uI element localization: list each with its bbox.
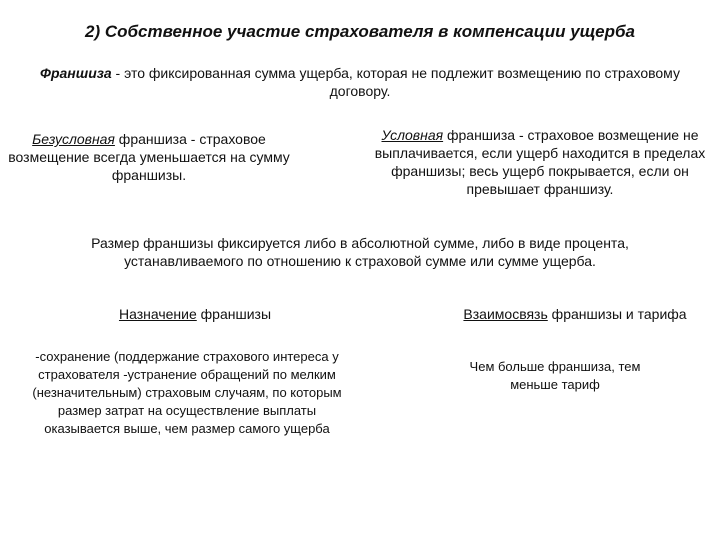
relation-body: Чем больше франшиза, тем меньше тариф [469, 359, 641, 392]
page-title: 2) Собственное участие страхователя в компенсации ущерба [85, 22, 635, 41]
purpose-heading-rest: франшизы [196, 306, 272, 322]
franchise-size-paragraph: Размер франшизы фиксируется либо в абсолютной сумме, либо в виде процента, устанавливаемого по отношению к страховой сумме или сумме ущерба. [91, 235, 629, 269]
unconditional-text: франшиза - страховое возмещение всегда уменьшается на сумму франшизы. [8, 131, 290, 183]
conditional-text: франшиза - страховое возмещение не выплачивается, если ущерб находится в пределах франшизы; весь ущерб покрывается, если он превышает франшизу. [374, 127, 706, 197]
unconditional-franchise-block [4, 130, 294, 184]
purpose-body: -сохранение (поддержание страхового интереса у страхователя -устранение обращений по мелким (незначительным) страховым случаям, по которым размер затрат на осуществление выплаты оказывается выше, чем размер самого ущерба [32, 349, 342, 436]
purpose-heading [40, 305, 350, 323]
definition-text: - это фиксированная сумма ущерба, которая не подлежит возмещению по страховому договору. [111, 65, 680, 99]
definition-paragraph [30, 64, 690, 100]
relation-heading [430, 305, 720, 323]
conditional-franchise-block [366, 126, 714, 198]
relation-heading-rest: франшизы и тарифа [547, 306, 687, 322]
unconditional-term: Безусловная [32, 131, 115, 147]
relation-term: Взаимосвязь [463, 306, 548, 322]
conditional-term: Условная [381, 127, 444, 143]
purpose-term: Назначение [118, 306, 197, 322]
definition-term: Франшиза [40, 65, 112, 81]
